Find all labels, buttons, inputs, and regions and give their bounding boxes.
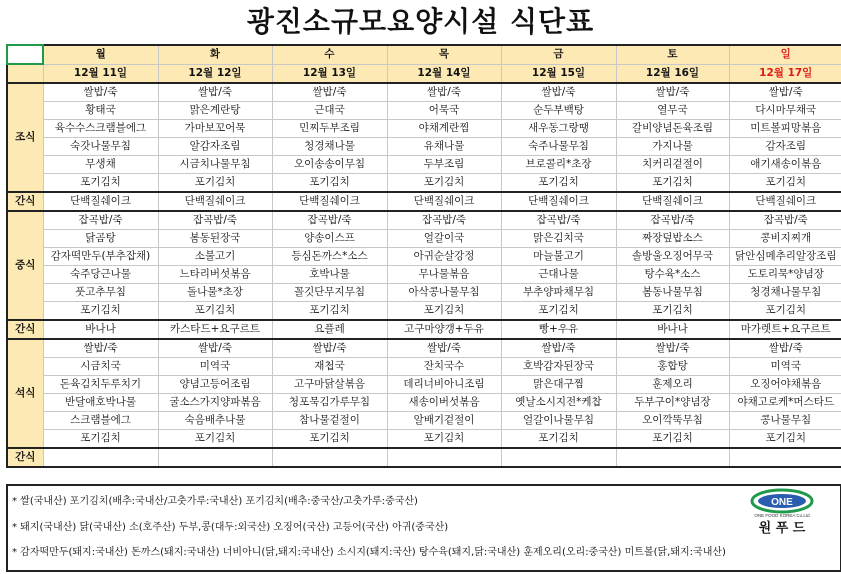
menu-row bbox=[7, 192, 841, 211]
menu-cell: 다시마무채국 bbox=[729, 102, 841, 120]
menu-cell: 포기김치 bbox=[387, 174, 501, 193]
menu-cell: 포기김치 bbox=[729, 302, 841, 321]
menu-cell: 홍합탕 bbox=[616, 358, 729, 376]
menu-row bbox=[7, 394, 841, 412]
menu-cell: 미역국 bbox=[158, 358, 272, 376]
menu-cell: 스크램블에그 bbox=[43, 412, 158, 430]
date-wed: 12월 13일 bbox=[272, 64, 387, 83]
menu-cell bbox=[729, 448, 841, 467]
menu-cell: 청경채나물 bbox=[272, 138, 387, 156]
menu-cell bbox=[616, 448, 729, 467]
menu-cell: 포기김치 bbox=[501, 174, 616, 193]
menu-cell: 감자떡만두(부추잡채) bbox=[43, 248, 158, 266]
origin-note: * 쌀(국내산) 포기김치(배추:국내산/고춧가루:국내산) 포기김치(배추:중국산/고춧가루:중국산) bbox=[12, 496, 418, 507]
menu-cell: 포기김치 bbox=[272, 302, 387, 321]
menu-cell: 마가렛트+요구르트 bbox=[729, 320, 841, 339]
menu-row bbox=[7, 339, 841, 358]
menu-cell: 소불고기 bbox=[158, 248, 272, 266]
menu-cell: 고구마양갱+두유 bbox=[387, 320, 501, 339]
menu-row bbox=[7, 412, 841, 430]
selected-cell[interactable] bbox=[7, 45, 43, 64]
menu-cell: 브로콜리*초장 bbox=[501, 156, 616, 174]
menu-cell: 탕수육*소스 bbox=[616, 266, 729, 284]
menu-cell: 아귀순살강정 bbox=[387, 248, 501, 266]
menu-cell: 포기김치 bbox=[272, 430, 387, 449]
date-corner bbox=[7, 64, 43, 83]
menu-cell: 미역국 bbox=[729, 358, 841, 376]
date-header-row bbox=[7, 64, 841, 83]
menu-cell: 두부구이*양념장 bbox=[616, 394, 729, 412]
menu-cell: 잡곡밥/죽 bbox=[387, 211, 501, 230]
menu-cell: 바나나 bbox=[43, 320, 158, 339]
menu-cell: 단백질쉐이크 bbox=[43, 192, 158, 211]
logo-name: 원 푸 드 bbox=[758, 521, 806, 534]
date-fri: 12월 15일 bbox=[501, 64, 616, 83]
menu-cell: 새송이버섯볶음 bbox=[387, 394, 501, 412]
menu-cell: 양념고등어조림 bbox=[158, 376, 272, 394]
menu-row bbox=[7, 156, 841, 174]
menu-cell: 포기김치 bbox=[616, 174, 729, 193]
logo-badge-icon bbox=[726, 488, 838, 534]
menu-cell: 꼴깃단무지무침 bbox=[272, 284, 387, 302]
menu-cell: 숙주나물무침 bbox=[501, 138, 616, 156]
meal-label: 간식 bbox=[7, 192, 43, 211]
menu-row bbox=[7, 230, 841, 248]
menu-cell: 재첩국 bbox=[272, 358, 387, 376]
menu-cell: 느타리버섯볶음 bbox=[158, 266, 272, 284]
day-wed: 수 bbox=[272, 45, 387, 64]
day-sun: 일 bbox=[729, 45, 841, 64]
menu-cell: 아삭콩나물무침 bbox=[387, 284, 501, 302]
menu-cell: 시금치나물무침 bbox=[158, 156, 272, 174]
menu-cell: 맑은계란탕 bbox=[158, 102, 272, 120]
menu-row bbox=[7, 320, 841, 339]
menu-cell: 호박감자된장국 bbox=[501, 358, 616, 376]
menu-cell: 등심돈까스*소스 bbox=[272, 248, 387, 266]
menu-cell: 포기김치 bbox=[43, 430, 158, 449]
menu-cell bbox=[158, 448, 272, 467]
menu-cell: 돈육김치두루치기 bbox=[43, 376, 158, 394]
menu-cell: 쌀밥/죽 bbox=[158, 83, 272, 102]
menu-cell: 포기김치 bbox=[43, 302, 158, 321]
menu-cell: 포기김치 bbox=[501, 430, 616, 449]
menu-cell: 잡곡밥/죽 bbox=[43, 211, 158, 230]
day-mon: 월 bbox=[43, 45, 158, 64]
menu-row bbox=[7, 266, 841, 284]
menu-cell: 풋고추무침 bbox=[43, 284, 158, 302]
menu-row bbox=[7, 102, 841, 120]
menu-cell: 포기김치 bbox=[158, 302, 272, 321]
menu-cell: 도토리묵*양념장 bbox=[729, 266, 841, 284]
menu-cell: 빵+우유 bbox=[501, 320, 616, 339]
day-sat: 토 bbox=[616, 45, 729, 64]
menu-cell: 포기김치 bbox=[158, 174, 272, 193]
menu-cell: 쌀밥/죽 bbox=[729, 339, 841, 358]
menu-cell: 옛날소시지전*케찹 bbox=[501, 394, 616, 412]
meal-label: 석식 bbox=[7, 339, 43, 448]
menu-cell: 단백질쉐이크 bbox=[729, 192, 841, 211]
menu-cell: 참나물겉절이 bbox=[272, 412, 387, 430]
menu-cell: 숙주당근나물 bbox=[43, 266, 158, 284]
menu-row bbox=[7, 248, 841, 266]
day-fri: 금 bbox=[501, 45, 616, 64]
origin-note: * 감자떡만두(돼지:국내산) 돈까스(돼지:국내산) 너비아니(닭,돼지:국내산) 소시지(돼지:국산) 탕수육(돼지,닭:국내산) 훈제오리(오리:중국산) 미트볼(닭,돼지:국내산) bbox=[12, 547, 726, 558]
meal-label: 간식 bbox=[7, 448, 43, 467]
meal-label: 간식 bbox=[7, 320, 43, 339]
menu-cell: 무나물볶음 bbox=[387, 266, 501, 284]
menu-cell: 애기새송이볶음 bbox=[729, 156, 841, 174]
menu-cell: 어묵국 bbox=[387, 102, 501, 120]
menu-cell: 오징어야채볶음 bbox=[729, 376, 841, 394]
menu-cell: 쌀밥/죽 bbox=[501, 339, 616, 358]
menu-cell: 고구마닭살볶음 bbox=[272, 376, 387, 394]
menu-cell: 잡곡밥/죽 bbox=[616, 211, 729, 230]
menu-cell: 잡곡밥/죽 bbox=[158, 211, 272, 230]
menu-cell: 닭곰탕 bbox=[43, 230, 158, 248]
menu-cell: 단백질쉐이크 bbox=[158, 192, 272, 211]
menu-cell: 포기김치 bbox=[501, 302, 616, 321]
menu-cell: 순두부백탕 bbox=[501, 102, 616, 120]
menu-cell: 요플레 bbox=[272, 320, 387, 339]
menu-cell: 청경채나물무침 bbox=[729, 284, 841, 302]
menu-cell: 가마보꼬어묵 bbox=[158, 120, 272, 138]
menu-row bbox=[7, 358, 841, 376]
menu-row bbox=[7, 120, 841, 138]
menu-cell: 포기김치 bbox=[616, 302, 729, 321]
menu-cell: 훈제오리 bbox=[616, 376, 729, 394]
menu-cell: 시금치국 bbox=[43, 358, 158, 376]
menu-cell: 쌀밥/죽 bbox=[158, 339, 272, 358]
menu-cell: 콩나물무침 bbox=[729, 412, 841, 430]
menu-cell: 봄동된장국 bbox=[158, 230, 272, 248]
menu-cell: 카스타드+요구르트 bbox=[158, 320, 272, 339]
menu-cell: 새우동그랑땡 bbox=[501, 120, 616, 138]
menu-cell: 야채계란찜 bbox=[387, 120, 501, 138]
menu-cell: 포기김치 bbox=[729, 174, 841, 193]
menu-cell: 봄동나물무침 bbox=[616, 284, 729, 302]
menu-cell: 포기김치 bbox=[43, 174, 158, 193]
menu-cell: 감자조림 bbox=[729, 138, 841, 156]
menu-cell: 돌나물*초장 bbox=[158, 284, 272, 302]
menu-cell: 단백질쉐이크 bbox=[501, 192, 616, 211]
menu-cell: 육수수스크램블에그 bbox=[43, 120, 158, 138]
menu-cell: 근대나물 bbox=[501, 266, 616, 284]
day-tue: 화 bbox=[158, 45, 272, 64]
menu-cell: 단백질쉐이크 bbox=[616, 192, 729, 211]
menu-cell: 짜장덮밥소스 bbox=[616, 230, 729, 248]
menu-row bbox=[7, 430, 841, 449]
date-sat: 12월 16일 bbox=[616, 64, 729, 83]
menu-cell: 굴소스가지양파볶음 bbox=[158, 394, 272, 412]
date-tue: 12월 12일 bbox=[158, 64, 272, 83]
menu-row bbox=[7, 138, 841, 156]
meal-label: 조식 bbox=[7, 83, 43, 192]
menu-cell: 쌀밥/죽 bbox=[501, 83, 616, 102]
menu-cell: 잡곡밥/죽 bbox=[501, 211, 616, 230]
menu-cell: 바나나 bbox=[616, 320, 729, 339]
menu-cell: 양송이스프 bbox=[272, 230, 387, 248]
menu-cell: 포기김치 bbox=[387, 430, 501, 449]
menu-cell: 알감자조림 bbox=[158, 138, 272, 156]
logo-badge-text: ONE bbox=[771, 497, 793, 508]
menu-row bbox=[7, 376, 841, 394]
menu-cell: 반달애호박나물 bbox=[43, 394, 158, 412]
menu-cell: 숙갓나물무침 bbox=[43, 138, 158, 156]
menu-cell: 쌀밥/죽 bbox=[387, 339, 501, 358]
menu-cell bbox=[43, 448, 158, 467]
menu-cell: 콩비지찌개 bbox=[729, 230, 841, 248]
menu-table bbox=[6, 44, 841, 468]
menu-cell: 부추양파채무침 bbox=[501, 284, 616, 302]
menu-row bbox=[7, 83, 841, 102]
menu-row bbox=[7, 174, 841, 193]
menu-cell: 오이송송이무침 bbox=[272, 156, 387, 174]
menu-cell: 잡곡밥/죽 bbox=[729, 211, 841, 230]
menu-cell: 데리너비아니조림 bbox=[387, 376, 501, 394]
menu-cell bbox=[387, 448, 501, 467]
menu-cell: 근대국 bbox=[272, 102, 387, 120]
menu-cell: 포기김치 bbox=[387, 302, 501, 321]
one-food-logo bbox=[726, 488, 838, 534]
menu-cell: 잔치국수 bbox=[387, 358, 501, 376]
day-thu: 목 bbox=[387, 45, 501, 64]
meal-label: 중식 bbox=[7, 211, 43, 320]
menu-cell: 미트볼피망볶음 bbox=[729, 120, 841, 138]
date-mon: 12월 11일 bbox=[43, 64, 158, 83]
origin-notes bbox=[6, 484, 841, 572]
menu-cell: 청포묵김가루무침 bbox=[272, 394, 387, 412]
menu-cell: 쌀밥/죽 bbox=[43, 339, 158, 358]
menu-cell: 야채고로케*머스타드 bbox=[729, 394, 841, 412]
menu-cell: 마늘불고기 bbox=[501, 248, 616, 266]
date-sun: 12월 17일 bbox=[729, 64, 841, 83]
menu-cell bbox=[501, 448, 616, 467]
logo-tagline: ONE FOOD KOREA Co.Ltd bbox=[754, 513, 810, 518]
menu-cell: 쌀밥/죽 bbox=[729, 83, 841, 102]
menu-cell: 호박나물 bbox=[272, 266, 387, 284]
menu-cell: 두부조림 bbox=[387, 156, 501, 174]
menu-cell: 쌀밥/죽 bbox=[272, 339, 387, 358]
menu-cell: 민찌두부조림 bbox=[272, 120, 387, 138]
menu-cell: 숙음배추나물 bbox=[158, 412, 272, 430]
menu-cell: 치커리겉절이 bbox=[616, 156, 729, 174]
menu-cell: 갈비양념돈육조림 bbox=[616, 120, 729, 138]
menu-cell: 쌀밥/죽 bbox=[43, 83, 158, 102]
menu-cell: 포기김치 bbox=[158, 430, 272, 449]
menu-cell: 닭안심메추리알장조림 bbox=[729, 248, 841, 266]
menu-row bbox=[7, 448, 841, 467]
menu-cell bbox=[272, 448, 387, 467]
menu-cell: 얼갈이나물무침 bbox=[501, 412, 616, 430]
menu-cell: 단백질쉐이크 bbox=[387, 192, 501, 211]
menu-cell: 포기김치 bbox=[729, 430, 841, 449]
menu-cell: 오이깍뚝무침 bbox=[616, 412, 729, 430]
menu-cell: 단백질쉐이크 bbox=[272, 192, 387, 211]
menu-cell: 포기김치 bbox=[616, 430, 729, 449]
menu-cell: 가지나물 bbox=[616, 138, 729, 156]
menu-cell: 쌀밥/죽 bbox=[616, 83, 729, 102]
menu-row bbox=[7, 284, 841, 302]
menu-cell: 쌀밥/죽 bbox=[272, 83, 387, 102]
date-thu: 12월 14일 bbox=[387, 64, 501, 83]
origin-note: * 돼지(국내산) 닭(국내산) 소(호주산) 두부,콩(대두:외국산) 오징어(국산) 고등어(국산) 아귀(중국산) bbox=[12, 522, 449, 533]
menu-cell: 맑은김치국 bbox=[501, 230, 616, 248]
menu-row bbox=[7, 302, 841, 321]
menu-cell: 맑은대구찜 bbox=[501, 376, 616, 394]
menu-cell: 열무국 bbox=[616, 102, 729, 120]
menu-cell: 알배기겉절이 bbox=[387, 412, 501, 430]
menu-row bbox=[7, 211, 841, 230]
menu-cell: 솔방울오징어무국 bbox=[616, 248, 729, 266]
menu-cell: 황태국 bbox=[43, 102, 158, 120]
menu-cell: 포기김치 bbox=[272, 174, 387, 193]
menu-cell: 얼갈이국 bbox=[387, 230, 501, 248]
day-header-row bbox=[7, 45, 841, 64]
menu-cell: 잡곡밥/죽 bbox=[272, 211, 387, 230]
menu-cell: 유채나물 bbox=[387, 138, 501, 156]
menu-cell: 무생채 bbox=[43, 156, 158, 174]
menu-cell: 쌀밥/죽 bbox=[387, 83, 501, 102]
menu-cell: 쌀밥/죽 bbox=[616, 339, 729, 358]
page-title: 광진소규모요양시설 식단표 bbox=[246, 5, 595, 38]
